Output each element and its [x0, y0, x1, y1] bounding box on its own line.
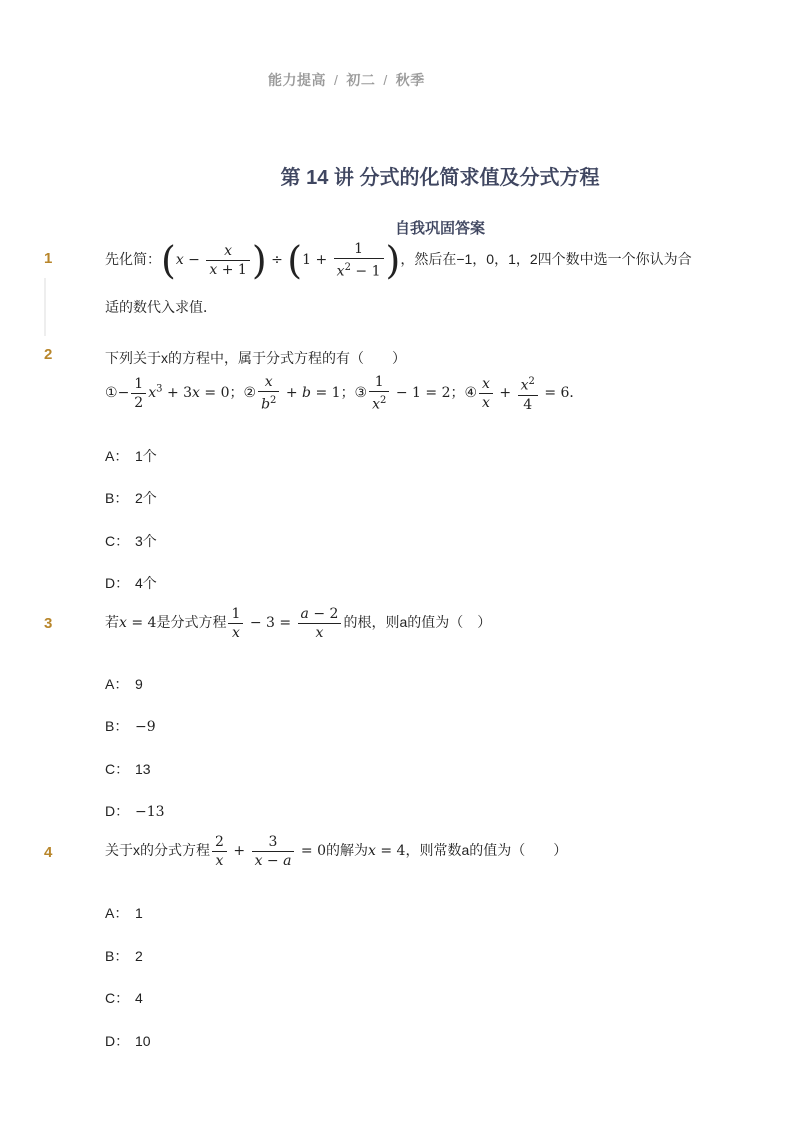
question-stem-line2: 适的数代入求值．: [105, 299, 217, 315]
option-a[interactable]: A： 9: [105, 676, 143, 692]
breadcrumb-separator: /: [334, 72, 339, 88]
question-stem: 下列关于x的方程中，属于分式方程的有（ ）: [105, 350, 406, 366]
option-c[interactable]: C： 3个: [105, 533, 157, 549]
math-fraction: $\frac{x}{x + 1}$: [206, 242, 249, 279]
math-paren: ): [251, 238, 267, 283]
question-stem: 先化简：(x − $\frac{x}{x + 1}$ ) ÷ (1 + $\frac{1}{x^2 - 1}$ )，然后在−1，0，1，2四个数中选一个你认为合: [105, 238, 692, 283]
math-fraction: $\frac{x^2}{4}$: [518, 373, 538, 414]
option-b[interactable]: B： 2: [105, 948, 143, 964]
math-paren: (: [161, 238, 176, 283]
question-number: 4: [44, 844, 53, 861]
math-fraction: $\frac{a - 2}{x}$: [298, 605, 342, 642]
math-paren: ): [385, 238, 401, 283]
math-fraction: $\frac{1}{x}$: [228, 605, 243, 642]
option-a[interactable]: A： 1个: [105, 448, 157, 464]
question-number: 2: [44, 346, 53, 363]
math-fraction: $\frac{x}{b^2}$: [258, 373, 279, 414]
breadcrumb: [268, 70, 425, 90]
option-b[interactable]: B： −9: [105, 718, 156, 735]
option-a[interactable]: A： 1: [105, 905, 143, 921]
math-paren: (: [287, 238, 303, 283]
math-fraction: $\frac{1}{x^2}$: [369, 373, 389, 414]
option-d[interactable]: D： −13: [105, 803, 165, 820]
breadcrumb-level[interactable]: 能力提高: [268, 72, 326, 88]
breadcrumb-grade[interactable]: 初二: [346, 72, 376, 88]
math-fraction: $\frac{2}{x}$: [212, 833, 227, 870]
section-subtitle: 自我巩固答案: [394, 220, 485, 237]
question-divider: [44, 278, 46, 336]
option-c[interactable]: C： 4: [105, 990, 143, 1006]
math-fraction: $\frac{1}{2}$: [131, 375, 146, 412]
question-stem: 关于x的分式方程 $\frac{2}{x}$ + $\frac{3}{x - a}$ = 0的解为x = 4，则常数a的值为（ ）: [105, 834, 568, 869]
question-number: 3: [44, 615, 53, 632]
option-b[interactable]: B： 2个: [105, 490, 157, 506]
question-equations: ①− $\frac{1}{2}$ $x^3 + 3x = 0$；② $\frac{x}{b^2}$ + b = 1；③ $\frac{1}{x^2}$ − 1 = 2；④ $\frac{x}{x}$ + $\frac{x^2}{4}$ = 6．: [105, 374, 584, 413]
option-d[interactable]: D： 4个: [105, 575, 157, 591]
math-fraction: $\frac{x}{x}$: [479, 375, 493, 412]
breadcrumb-term[interactable]: 秋季: [395, 72, 425, 88]
breadcrumb-separator: /: [383, 72, 388, 88]
question-stem: 若x = 4是分式方程 $\frac{1}{x}$ − 3 = $\frac{a - 2}{x}$ 的根，则a的值为（ ）: [105, 606, 492, 641]
math-fraction: $\frac{3}{x - a}$: [252, 833, 295, 870]
option-d[interactable]: D： 10: [105, 1033, 151, 1049]
math-fraction: $\frac{1}{x^2 - 1}$: [334, 240, 384, 281]
question-prefix: 先化简：: [105, 251, 161, 268]
question-suffix: ，然后在−1，0，1，2四个数中选一个你认为合: [400, 251, 692, 268]
page-title: 第 14 讲 分式的化简求值及分式方程: [280, 167, 600, 189]
question-number: 1: [44, 250, 53, 267]
option-c[interactable]: C： 13: [105, 761, 151, 777]
